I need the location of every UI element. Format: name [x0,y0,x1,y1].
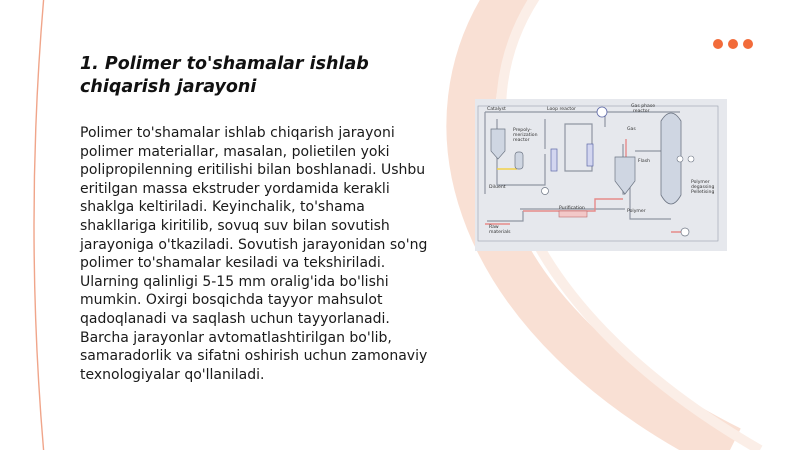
body-paragraph: Polimer to'shamalar ishlab chiqarish jarayoni polimer materiallar, masalan, polietilen yoki polipropilenning eritilishi bilan boshlanadi. Ushbu eritilgan massa ekstruder yordamida kerakli shaklga keltiriladi. Keyinchalik, to'shama shakllariga kiritilib, sovuq suv bilan sovutish jarayoniga o'tkaziladi. Sovutish jarayonidan so'ng polimer to'shamalar kesiladi va tekshiriladi. Ularning qalinligi 5-15 mm oralig'ida bo'lishi mumkin. Oxirgi bosqichda tayyor mahsulot qadoqlanadi va saqlash uchun tayyorlanadi. Barcha jarayonlar avtomatlashtirilgan bo'lib, samaradorlik va sifatni oshirish uchun zamonaviy texnologiyalar qo'llaniladi. [80,125,428,383]
sensor-icon [677,156,683,162]
prepolymerization-reactor [515,152,523,169]
label-polymer: Polymer [627,209,646,214]
label-prepoly-3: reactor [513,138,530,143]
compressor-icon [597,107,607,117]
label-raw-2: materials [489,230,511,235]
diagram-background [475,99,727,251]
dot-icon [728,39,738,49]
pump-icon [542,188,549,195]
process-diagram [475,99,727,251]
label-gas: Gas [627,127,636,132]
label-purification: Purification [559,206,585,211]
dot-icon [743,39,753,49]
dot-icon [713,39,723,49]
title-line-1: 1. Polimer to'shamalar ishlab [80,54,369,74]
slide-title [80,53,410,99]
label-gas-phase-1: Gas phase [631,104,656,109]
purification-unit [559,211,587,217]
label-degas-2: degassing [691,185,715,190]
label-catalyst: Catalyst [487,107,506,112]
label-prepoly-2: merization [513,133,538,138]
left-decorative-line [34,0,44,450]
label-gas-phase-2: reactor [633,109,650,114]
title-line-2: chiqarish jarayoni [80,77,257,97]
label-loop-reactor: Loop reactor [547,107,576,112]
label-raw-1: Raw [489,225,499,230]
label-prepoly-1: Prepoly- [513,128,532,133]
sensor-icon [688,156,694,162]
label-degas-3: Pelletising [691,190,715,195]
label-flash: Flash [638,159,651,164]
slide-menu-dots [713,39,753,49]
label-diluent: Diluent [489,185,506,190]
pump-icon [681,228,689,236]
loop-reactor-right [587,144,593,166]
loop-reactor-left [551,149,557,171]
label-degas-1: Polymer [691,180,710,185]
